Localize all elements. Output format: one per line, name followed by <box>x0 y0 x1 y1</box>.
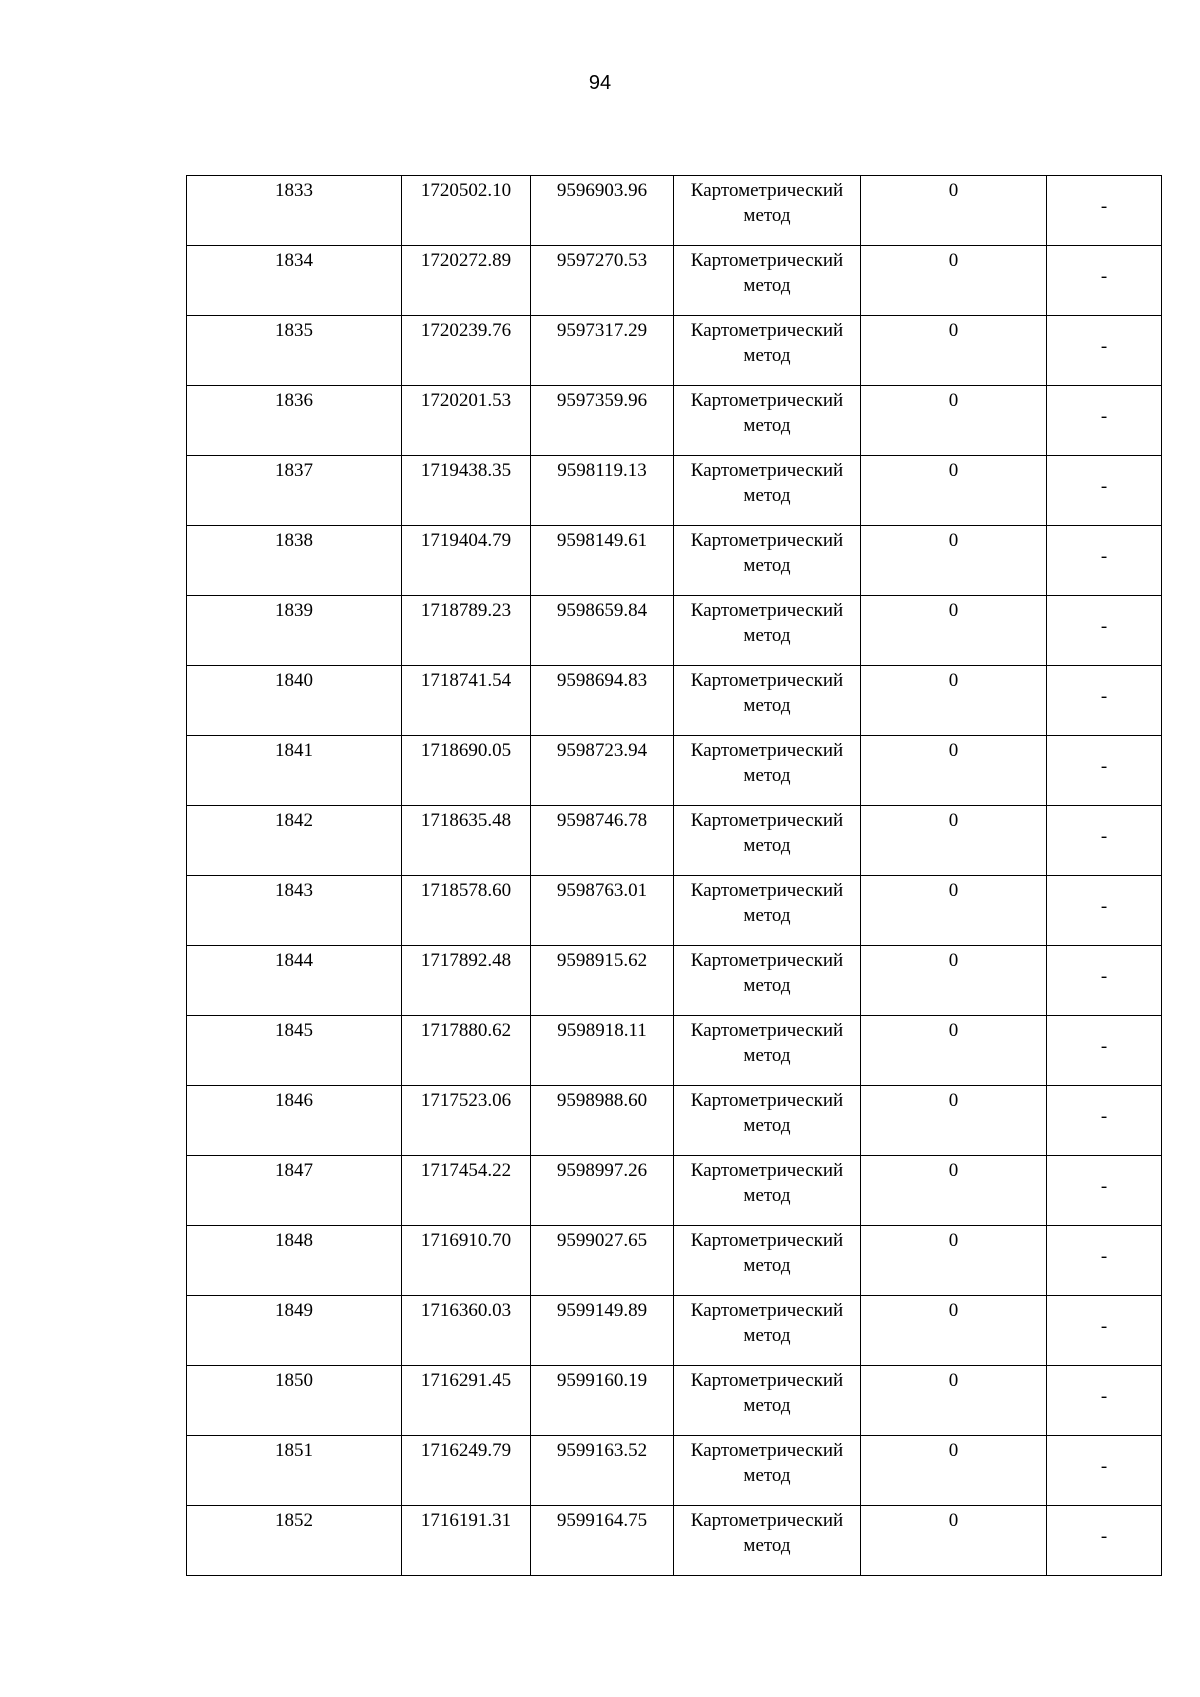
x-coordinate-cell-text: 1716910.70 <box>420 1230 512 1251</box>
table-row <box>187 316 1162 386</box>
method-cell <box>674 1086 861 1156</box>
error-cell-text: 0 <box>948 880 959 901</box>
point-number-cell-text: 1852 <box>275 1510 313 1531</box>
point-number-cell-text: 1837 <box>275 460 313 481</box>
point-number-cell-text: 1843 <box>275 880 313 901</box>
method-cell <box>674 1296 861 1366</box>
y-coordinate-cell <box>531 1226 674 1296</box>
error-cell-text: 0 <box>948 180 959 201</box>
x-coordinate-cell-text: 1717892.48 <box>420 950 512 971</box>
x-coordinate-cell-text: 1718690.05 <box>420 740 512 761</box>
x-coordinate-cell <box>402 176 531 246</box>
method-cell <box>674 666 861 736</box>
method-cell-text: Картометрический метод <box>690 670 844 716</box>
y-coordinate-cell-text: 9598723.94 <box>556 740 648 761</box>
error-cell-text: 0 <box>948 460 959 481</box>
error-cell-text: 0 <box>948 1160 959 1181</box>
note-cell <box>1047 666 1162 736</box>
x-coordinate-cell <box>402 876 531 946</box>
y-coordinate-cell <box>531 1366 674 1436</box>
point-number-cell-text: 1847 <box>275 1160 313 1181</box>
error-cell <box>861 1086 1047 1156</box>
point-number-cell-text: 1833 <box>275 180 313 201</box>
point-number-cell <box>187 806 402 876</box>
method-cell <box>674 1506 861 1576</box>
x-coordinate-cell-text: 1718789.23 <box>420 600 512 621</box>
point-number-cell-text: 1836 <box>275 390 313 411</box>
y-coordinate-cell-text: 9599027.65 <box>556 1230 648 1251</box>
note-cell <box>1047 1016 1162 1086</box>
error-cell-text: 0 <box>948 1020 959 1041</box>
y-coordinate-cell <box>531 246 674 316</box>
note-cell-text: - <box>1100 336 1108 357</box>
method-cell-text: Картометрический метод <box>690 1020 844 1066</box>
y-coordinate-cell <box>531 456 674 526</box>
point-number-cell-text: 1846 <box>275 1090 313 1111</box>
method-cell <box>674 1366 861 1436</box>
note-cell <box>1047 946 1162 1016</box>
error-cell-text: 0 <box>948 670 959 691</box>
x-coordinate-cell-text: 1718635.48 <box>420 810 512 831</box>
note-cell <box>1047 1366 1162 1436</box>
error-cell <box>861 316 1047 386</box>
error-cell-text: 0 <box>948 810 959 831</box>
x-coordinate-cell-text: 1716360.03 <box>420 1300 512 1321</box>
x-coordinate-cell-text: 1718578.60 <box>420 880 512 901</box>
point-number-cell <box>187 246 402 316</box>
error-cell <box>861 1156 1047 1226</box>
point-number-cell <box>187 736 402 806</box>
x-coordinate-cell-text: 1716191.31 <box>420 1510 512 1531</box>
x-coordinate-cell-text: 1717880.62 <box>420 1020 512 1041</box>
method-cell-text: Картометрический метод <box>690 880 844 926</box>
table-row <box>187 1086 1162 1156</box>
method-cell-text: Картометрический метод <box>690 1160 844 1206</box>
x-coordinate-cell <box>402 1506 531 1576</box>
y-coordinate-cell-text: 9598988.60 <box>556 1090 648 1111</box>
method-cell <box>674 1156 861 1226</box>
method-cell-text: Картометрический метод <box>690 1510 844 1556</box>
y-coordinate-cell <box>531 386 674 456</box>
point-number-cell <box>187 1436 402 1506</box>
coordinates-table <box>186 175 1162 1576</box>
error-cell <box>861 876 1047 946</box>
error-cell <box>861 736 1047 806</box>
method-cell-text: Картометрический метод <box>690 740 844 786</box>
method-cell <box>674 946 861 1016</box>
point-number-cell <box>187 666 402 736</box>
y-coordinate-cell-text: 9598149.61 <box>556 530 648 551</box>
y-coordinate-cell-text: 9598119.13 <box>557 460 647 481</box>
error-cell <box>861 946 1047 1016</box>
table-row <box>187 1296 1162 1366</box>
x-coordinate-cell <box>402 1016 531 1086</box>
table-row <box>187 526 1162 596</box>
point-number-cell <box>187 946 402 1016</box>
method-cell-text: Картометрический метод <box>690 950 844 996</box>
x-coordinate-cell <box>402 456 531 526</box>
table-row <box>187 456 1162 526</box>
method-cell <box>674 1016 861 1086</box>
error-cell <box>861 246 1047 316</box>
method-cell <box>674 316 861 386</box>
y-coordinate-cell-text: 9598763.01 <box>556 880 648 901</box>
y-coordinate-cell <box>531 1086 674 1156</box>
y-coordinate-cell-text: 9598746.78 <box>556 810 648 831</box>
point-number-cell-text: 1838 <box>275 530 313 551</box>
method-cell <box>674 736 861 806</box>
table-row <box>187 946 1162 1016</box>
error-cell-text: 0 <box>948 1300 959 1321</box>
table-row <box>187 736 1162 806</box>
method-cell <box>674 456 861 526</box>
x-coordinate-cell-text: 1716249.79 <box>420 1440 512 1461</box>
x-coordinate-cell-text: 1720502.10 <box>420 180 512 201</box>
error-cell-text: 0 <box>948 1230 959 1251</box>
note-cell-text: - <box>1100 616 1108 637</box>
note-cell <box>1047 316 1162 386</box>
x-coordinate-cell <box>402 666 531 736</box>
point-number-cell <box>187 456 402 526</box>
x-coordinate-cell <box>402 1156 531 1226</box>
y-coordinate-cell <box>531 526 674 596</box>
y-coordinate-cell-text: 9598915.62 <box>556 950 648 971</box>
y-coordinate-cell-text: 9597270.53 <box>556 250 648 271</box>
y-coordinate-cell <box>531 1436 674 1506</box>
method-cell-text: Картометрический метод <box>690 460 844 506</box>
method-cell-text: Картометрический метод <box>690 1300 844 1346</box>
point-number-cell <box>187 1156 402 1226</box>
method-cell <box>674 596 861 666</box>
y-coordinate-cell <box>531 1506 674 1576</box>
y-coordinate-cell <box>531 876 674 946</box>
table-row <box>187 1016 1162 1086</box>
y-coordinate-cell <box>531 736 674 806</box>
y-coordinate-cell-text: 9597359.96 <box>556 390 648 411</box>
x-coordinate-cell-text: 1720239.76 <box>420 320 512 341</box>
y-coordinate-cell-text: 9598918.11 <box>557 1020 647 1041</box>
x-coordinate-cell <box>402 386 531 456</box>
error-cell <box>861 1506 1047 1576</box>
method-cell-text: Картометрический метод <box>690 1370 844 1416</box>
page-number: 94 <box>588 72 612 94</box>
point-number-cell-text: 1840 <box>275 670 313 691</box>
point-number-cell-text: 1850 <box>275 1370 313 1391</box>
y-coordinate-cell <box>531 596 674 666</box>
y-coordinate-cell <box>531 946 674 1016</box>
error-cell-text: 0 <box>948 1440 959 1461</box>
table-row <box>187 386 1162 456</box>
error-cell-text: 0 <box>948 1090 959 1111</box>
note-cell <box>1047 1436 1162 1506</box>
method-cell-text: Картометрический метод <box>690 1090 844 1136</box>
x-coordinate-cell <box>402 1366 531 1436</box>
error-cell <box>861 596 1047 666</box>
point-number-cell-text: 1845 <box>275 1020 313 1041</box>
error-cell-text: 0 <box>948 1510 959 1531</box>
method-cell-text: Картометрический метод <box>690 1440 844 1486</box>
note-cell <box>1047 176 1162 246</box>
error-cell-text: 0 <box>948 950 959 971</box>
error-cell <box>861 1366 1047 1436</box>
note-cell <box>1047 1506 1162 1576</box>
table-row <box>187 1506 1162 1576</box>
error-cell <box>861 526 1047 596</box>
y-coordinate-cell-text: 9598694.83 <box>556 670 648 691</box>
point-number-cell-text: 1841 <box>275 740 313 761</box>
method-cell-text: Картометрический метод <box>690 250 844 296</box>
method-cell-text: Картометрический метод <box>690 810 844 856</box>
note-cell <box>1047 526 1162 596</box>
note-cell-text: - <box>1100 476 1108 497</box>
note-cell <box>1047 1156 1162 1226</box>
method-cell-text: Картометрический метод <box>690 1230 844 1276</box>
x-coordinate-cell <box>402 1226 531 1296</box>
note-cell-text: - <box>1100 966 1108 987</box>
x-coordinate-cell-text: 1720272.89 <box>420 250 512 271</box>
error-cell <box>861 1436 1047 1506</box>
y-coordinate-cell-text: 9598659.84 <box>556 600 648 621</box>
note-cell-text: - <box>1100 196 1108 217</box>
note-cell-text: - <box>1100 1246 1108 1267</box>
point-number-cell-text: 1851 <box>275 1440 313 1461</box>
table-row <box>187 596 1162 666</box>
note-cell-text: - <box>1100 1526 1108 1547</box>
x-coordinate-cell-text: 1717523.06 <box>420 1090 512 1111</box>
note-cell <box>1047 456 1162 526</box>
y-coordinate-cell-text: 9597317.29 <box>556 320 648 341</box>
x-coordinate-cell-text: 1719404.79 <box>420 530 512 551</box>
error-cell-text: 0 <box>948 320 959 341</box>
point-number-cell-text: 1842 <box>275 810 313 831</box>
note-cell-text: - <box>1100 1106 1108 1127</box>
x-coordinate-cell-text: 1718741.54 <box>420 670 512 691</box>
x-coordinate-cell <box>402 1296 531 1366</box>
error-cell-text: 0 <box>948 600 959 621</box>
point-number-cell <box>187 1366 402 1436</box>
x-coordinate-cell <box>402 526 531 596</box>
method-cell-text: Картометрический метод <box>690 530 844 576</box>
note-cell <box>1047 596 1162 666</box>
y-coordinate-cell-text: 9599160.19 <box>556 1370 648 1391</box>
y-coordinate-cell-text: 9596903.96 <box>556 180 648 201</box>
error-cell <box>861 1226 1047 1296</box>
x-coordinate-cell-text: 1719438.35 <box>420 460 512 481</box>
table-row <box>187 246 1162 316</box>
y-coordinate-cell <box>531 806 674 876</box>
y-coordinate-cell <box>531 316 674 386</box>
method-cell <box>674 526 861 596</box>
method-cell-text: Картометрический метод <box>690 600 844 646</box>
coordinates-table-body <box>187 176 1162 1576</box>
y-coordinate-cell-text: 9599149.89 <box>556 1300 648 1321</box>
note-cell-text: - <box>1100 826 1108 847</box>
x-coordinate-cell <box>402 1086 531 1156</box>
note-cell <box>1047 1086 1162 1156</box>
note-cell-text: - <box>1100 1386 1108 1407</box>
note-cell <box>1047 736 1162 806</box>
note-cell-text: - <box>1100 546 1108 567</box>
x-coordinate-cell <box>402 806 531 876</box>
note-cell <box>1047 1226 1162 1296</box>
y-coordinate-cell <box>531 176 674 246</box>
note-cell-text: - <box>1100 266 1108 287</box>
x-coordinate-cell <box>402 316 531 386</box>
error-cell <box>861 806 1047 876</box>
x-coordinate-cell-text: 1720201.53 <box>420 390 512 411</box>
table-row <box>187 1436 1162 1506</box>
error-cell-text: 0 <box>948 250 959 271</box>
point-number-cell-text: 1835 <box>275 320 313 341</box>
note-cell <box>1047 1296 1162 1366</box>
point-number-cell <box>187 1506 402 1576</box>
point-number-cell <box>187 526 402 596</box>
note-cell-text: - <box>1100 896 1108 917</box>
y-coordinate-cell-text: 9599164.75 <box>556 1510 648 1531</box>
note-cell-text: - <box>1100 1456 1108 1477</box>
note-cell-text: - <box>1100 686 1108 707</box>
point-number-cell <box>187 316 402 386</box>
note-cell <box>1047 806 1162 876</box>
y-coordinate-cell <box>531 666 674 736</box>
note-cell <box>1047 246 1162 316</box>
error-cell-text: 0 <box>948 390 959 411</box>
error-cell-text: 0 <box>948 530 959 551</box>
method-cell <box>674 1436 861 1506</box>
table-row <box>187 806 1162 876</box>
x-coordinate-cell-text: 1717454.22 <box>420 1160 512 1181</box>
method-cell-text: Картометрический метод <box>690 320 844 366</box>
note-cell-text: - <box>1100 1316 1108 1337</box>
table-row <box>187 876 1162 946</box>
note-cell-text: - <box>1100 1176 1108 1197</box>
method-cell <box>674 386 861 456</box>
x-coordinate-cell <box>402 736 531 806</box>
note-cell <box>1047 876 1162 946</box>
y-coordinate-cell <box>531 1156 674 1226</box>
error-cell <box>861 456 1047 526</box>
point-number-cell <box>187 1016 402 1086</box>
point-number-cell <box>187 176 402 246</box>
point-number-cell <box>187 596 402 666</box>
point-number-cell <box>187 386 402 456</box>
note-cell-text: - <box>1100 406 1108 427</box>
point-number-cell <box>187 876 402 946</box>
point-number-cell <box>187 1296 402 1366</box>
method-cell <box>674 876 861 946</box>
y-coordinate-cell <box>531 1296 674 1366</box>
table-row <box>187 1366 1162 1436</box>
error-cell <box>861 666 1047 736</box>
y-coordinate-cell-text: 9599163.52 <box>556 1440 648 1461</box>
point-number-cell-text: 1839 <box>275 600 313 621</box>
y-coordinate-cell <box>531 1016 674 1086</box>
note-cell-text: - <box>1100 756 1108 777</box>
method-cell <box>674 806 861 876</box>
error-cell <box>861 1296 1047 1366</box>
x-coordinate-cell <box>402 946 531 1016</box>
error-cell-text: 0 <box>948 740 959 761</box>
x-coordinate-cell-text: 1716291.45 <box>420 1370 512 1391</box>
table-row <box>187 1226 1162 1296</box>
y-coordinate-cell-text: 9598997.26 <box>556 1160 648 1181</box>
method-cell <box>674 1226 861 1296</box>
method-cell-text: Картометрический метод <box>690 180 844 226</box>
point-number-cell-text: 1834 <box>275 250 313 271</box>
point-number-cell <box>187 1226 402 1296</box>
table-row <box>187 666 1162 736</box>
x-coordinate-cell <box>402 246 531 316</box>
table-row <box>187 176 1162 246</box>
point-number-cell-text: 1848 <box>275 1230 313 1251</box>
point-number-cell <box>187 1086 402 1156</box>
note-cell-text: - <box>1100 1036 1108 1057</box>
point-number-cell-text: 1844 <box>275 950 313 971</box>
method-cell <box>674 176 861 246</box>
error-cell <box>861 176 1047 246</box>
error-cell <box>861 1016 1047 1086</box>
error-cell <box>861 386 1047 456</box>
x-coordinate-cell <box>402 1436 531 1506</box>
error-cell-text: 0 <box>948 1370 959 1391</box>
table-row <box>187 1156 1162 1226</box>
method-cell-text: Картометрический метод <box>690 390 844 436</box>
method-cell <box>674 246 861 316</box>
note-cell <box>1047 386 1162 456</box>
x-coordinate-cell <box>402 596 531 666</box>
point-number-cell-text: 1849 <box>275 1300 313 1321</box>
